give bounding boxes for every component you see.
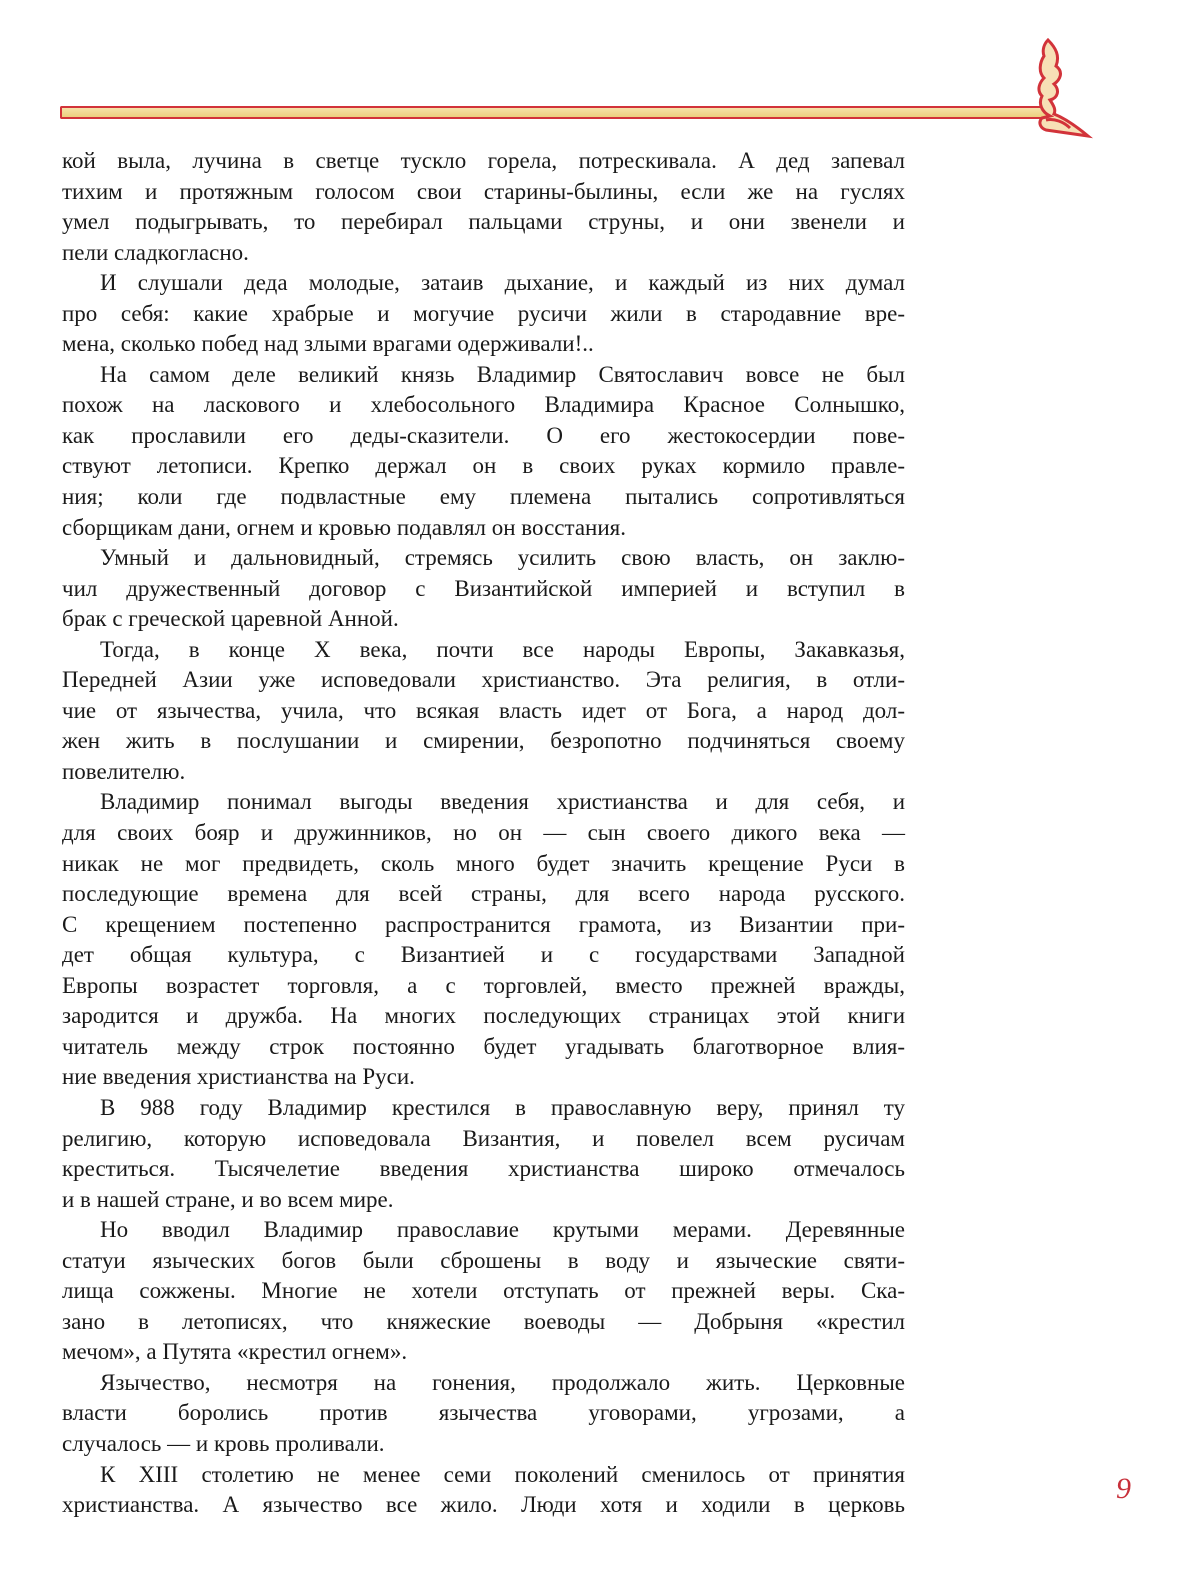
- text-line: Язычество, несмотря на гонения, продолжало жить. Церковные: [100, 1369, 905, 1395]
- text-line: Но вводил Владимир православие крутыми мерами. Деревянные: [100, 1217, 905, 1243]
- text-line: ния; коли где подвластные ему племена пытались сопротивляться: [62, 484, 905, 510]
- text-line: дет общая культура, с Византией и с государствами Западной: [62, 942, 905, 968]
- paragraph: [62, 1368, 905, 1460]
- text-line: статуи языческих богов были сброшены в воду и языческие святи-: [62, 1247, 905, 1273]
- text-line: читатель между строк постоянно будет угадывать благотворное влия-: [62, 1033, 905, 1059]
- text-line: Европы возрастет торговля, а с торговлей, вместо прежней вражды,: [62, 972, 905, 998]
- text-line: Умный и дальновидный, стремясь усилить свою власть, он заклю-: [100, 545, 905, 571]
- text-line: для своих бояр и дружинников, но он — сын своего дикого века —: [62, 820, 905, 846]
- paragraph: [62, 787, 905, 1092]
- text-line: как прославили его деды-сказители. О его жестокосердии пове-: [62, 422, 905, 448]
- text-line: жен жить в послушании и смирении, безропотно подчиняться своему: [62, 728, 905, 754]
- text-line: похож на ласкового и хлебосольного Владимира Красное Солнышко,: [62, 392, 905, 418]
- text-line: случалось — и кровь проливали.: [62, 1430, 385, 1456]
- flame-ornament-icon: [1020, 38, 1095, 140]
- paragraph: [62, 1460, 905, 1521]
- text-line: пели сладкогласно.: [62, 239, 249, 265]
- text-line: мена, сколько побед над злыми врагами одерживали!..: [62, 331, 594, 357]
- page-number: 9: [1116, 1472, 1131, 1505]
- header-ornamental-rule: [60, 106, 1052, 119]
- paragraph: [62, 1093, 905, 1215]
- paragraph: [62, 635, 905, 788]
- text-line: сборщикам дани, огнем и кровью подавлял он восстания.: [62, 514, 626, 540]
- text-line: Тогда, в конце X века, почти все народы Европы, Закавказья,: [100, 636, 905, 662]
- text-line: власти боролись против язычества уговорами, угрозами, а: [62, 1400, 905, 1426]
- text-line: и в нашей стране, и во всем мире.: [62, 1186, 394, 1212]
- text-line: чил дружественный договор с Византийской империей и вступил в: [62, 575, 905, 601]
- text-line: С крещением постепенно распространится грамота, из Византии при-: [62, 911, 905, 937]
- text-line: зано в летописях, что княжеские воеводы — Добрыня «крестил: [62, 1308, 905, 1334]
- text-line: брак с греческой царевной Анной.: [62, 606, 399, 632]
- paragraph: [62, 146, 905, 268]
- text-line: последующие времена для всей страны, для всего народа русского.: [62, 881, 905, 907]
- text-line: ние введения христианства на Руси.: [62, 1064, 415, 1090]
- text-line: религию, которую исповедовала Византия, и повелел всем русичам: [62, 1125, 905, 1151]
- paragraph: [62, 268, 905, 360]
- text-line: Передней Азии уже исповедовали христианство. Эта религия, в отли-: [62, 667, 905, 693]
- text-line: креститься. Тысячелетие введения христианства широко отмечалось: [62, 1156, 905, 1182]
- text-line: христианства. А язычество все жило. Люди хотя и ходили в церковь: [62, 1492, 905, 1518]
- body-text: [62, 146, 905, 1521]
- text-line: К XIII столетию не менее семи поколений сменилось от принятия: [100, 1461, 905, 1487]
- text-line: Владимир понимал выгоды введения христианства и для себя, и: [100, 789, 905, 815]
- text-line: лища сожжены. Многие не хотели отступать от прежней веры. Ска-: [62, 1278, 905, 1304]
- text-line: никак не мог предвидеть, сколь много будет значить крещение Руси в: [62, 850, 905, 876]
- paragraph: [62, 360, 905, 543]
- text-line: тихим и протяжным голосом свои старины-былины, если же на гуслях: [62, 178, 905, 204]
- text-line: В 988 году Владимир крестился в православную веру, принял ту: [100, 1094, 905, 1120]
- text-line: чие от язычества, учила, что всякая власть идет от Бога, а народ дол-: [62, 697, 905, 723]
- paragraph: [62, 543, 905, 635]
- text-line: ствуют летописи. Крепко держал он в своих руках кормило правле-: [62, 453, 905, 479]
- text-line: повелителю.: [62, 758, 186, 784]
- text-line: На самом деле великий князь Владимир Святославич вовсе не был: [100, 361, 905, 387]
- text-line: зародится и дружба. На многих последующих страницах этой книги: [62, 1003, 905, 1029]
- text-line: про себя: какие храбрые и могучие русичи жили в стародавние вре-: [62, 300, 905, 326]
- text-line: И слушали деда молодые, затаив дыхание, и каждый из них думал: [100, 270, 905, 296]
- text-line: мечом», а Путята «крестил огнем».: [62, 1339, 408, 1365]
- text-line: кой выла, лучина в светце тускло горела, потрескивала. А дед запевал: [62, 148, 905, 173]
- text-line: умел подыгрывать, то перебирал пальцами струны, и они звенели и: [62, 209, 905, 235]
- paragraph: [62, 1215, 905, 1368]
